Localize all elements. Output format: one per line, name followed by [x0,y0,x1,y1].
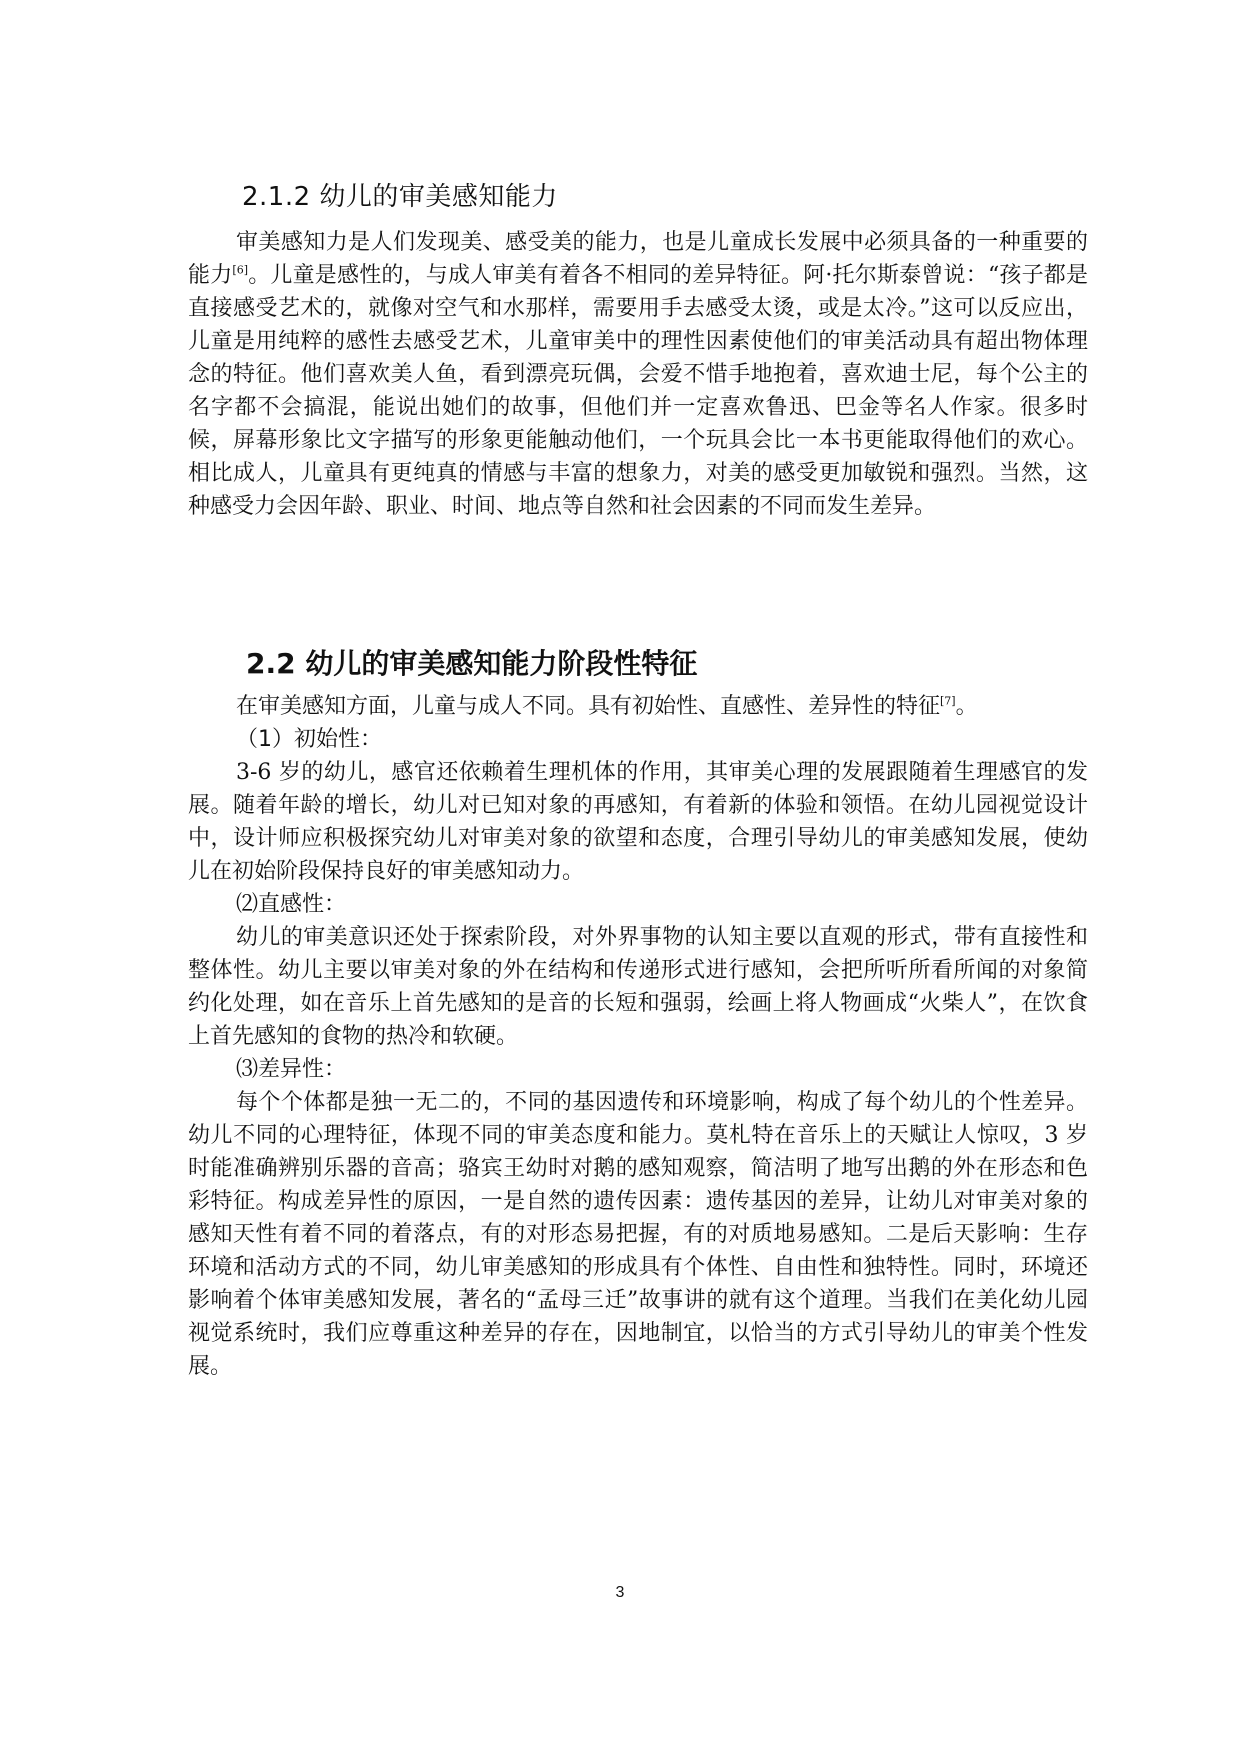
page-number: 3 [615,1584,625,1601]
paragraph-intro [188,690,1088,723]
citation-ref: [7] [940,694,956,708]
paragraph-text: 在审美感知方面，儿童与成人不同。具有初始性、直感性、差异性的特征 [236,694,941,719]
section-heading-2-2: 2.2 幼儿的审美感知能力阶段性特征 [246,647,698,680]
paragraph-text: 。儿童是感性的，与成人审美有着各不相同的差异特征。阿·托尔斯泰曾说：“孩子都是直接感受艺术的，就像对空气和水那样，需要用手去感受太烫，或是太冷。”这可以反应出，儿童是用纯粹的感性去感受艺术，儿童审美中的理性因素使他们的审美活动具有超出物体理念的特征。他们喜欢美人鱼，看到漂亮玩偶，会爱不惜手地抱着，喜欢迪士尼，每个公主的名字都不会搞混，能说出她们的故事，但他们并一定喜欢鲁迅、巴金等名人作家。很多时候，屏幕形象比文字描写的形象更能触动他们，一个玩具会比一本书更能取得他们的欢心。相比成人，儿童具有更纯真的情感与丰富的想象力，对美的感受更加敏锐和强烈。当然，这种感受力会因年龄、职业、时间、地点等自然和社会因素的不同而发生差异。 [188,263,1088,519]
subheading-initial: （1）初始性： [236,727,382,752]
subheading-difference: ⑶差异性： [236,1057,347,1082]
section-heading-2-1-2: 2.1.2 幼儿的审美感知能力 [242,182,558,212]
citation-ref: [6] [232,263,248,277]
paragraph-aesthetic-perception [188,226,1088,523]
paragraph-intuitive: 幼儿的审美意识还处于探索阶段，对外界事物的认知主要以直观的形式，带有直接性和整体性。幼儿主要以审美对象的外在结构和传递形式进行感知，会把所听所看所闻的对象简约化处理，如在音乐上首先感知的是音的长短和强弱，绘画上将人物画成“火柴人”，在饮食上首先感知的食物的热冷和软硬。 [188,925,1088,1049]
paragraph-difference: 每个个体都是独一无二的，不同的基因遗传和环境影响，构成了每个幼儿的个性差异。幼儿不同的心理特征，体现不同的审美态度和能力。莫札特在音乐上的天赋让人惊叹，3 岁时能准确辨别乐器的音高；骆宾王幼时对鹅的感知观察，简洁明了地写出鹅的外在形态和色彩特征。构成差异性的原因，一是自然的遗传因素：遗传基因的差异，让幼儿对审美对象的感知天性有着不同的着落点，有的对形态易把握，有的对质地易感知。二是后天影响：生存环境和活动方式的不同，幼儿审美感知的形成具有个体性、自由性和独特性。同时，环境还影响着个体审美感知发展，著名的“孟母三迁”故事讲的就有这个道理。当我们在美化幼儿园视觉系统时，我们应尊重这种差异的存在，因地制宜，以恰当的方式引导幼儿的审美个性发展。 [188,1090,1088,1379]
paragraph-text: 。 [955,694,978,719]
paragraph-initial: 3-6 岁的幼儿，感官还依赖着生理机体的作用，其审美心理的发展跟随着生理感官的发展。随着年龄的增长，幼儿对已知对象的再感知，有着新的体验和领悟。在幼儿园视觉设计中，设计师应积极探究幼儿对审美对象的欲望和态度，合理引导幼儿的审美感知发展，使幼儿在初始阶段保持良好的审美感知动力。 [188,760,1088,884]
paragraph-text: 审美感知力是人们发现美、感受美的能力，也是儿童成长发展中必须具备的一种重要的能力 [188,230,1088,288]
subheading-intuitive: ⑵直感性： [236,892,347,917]
